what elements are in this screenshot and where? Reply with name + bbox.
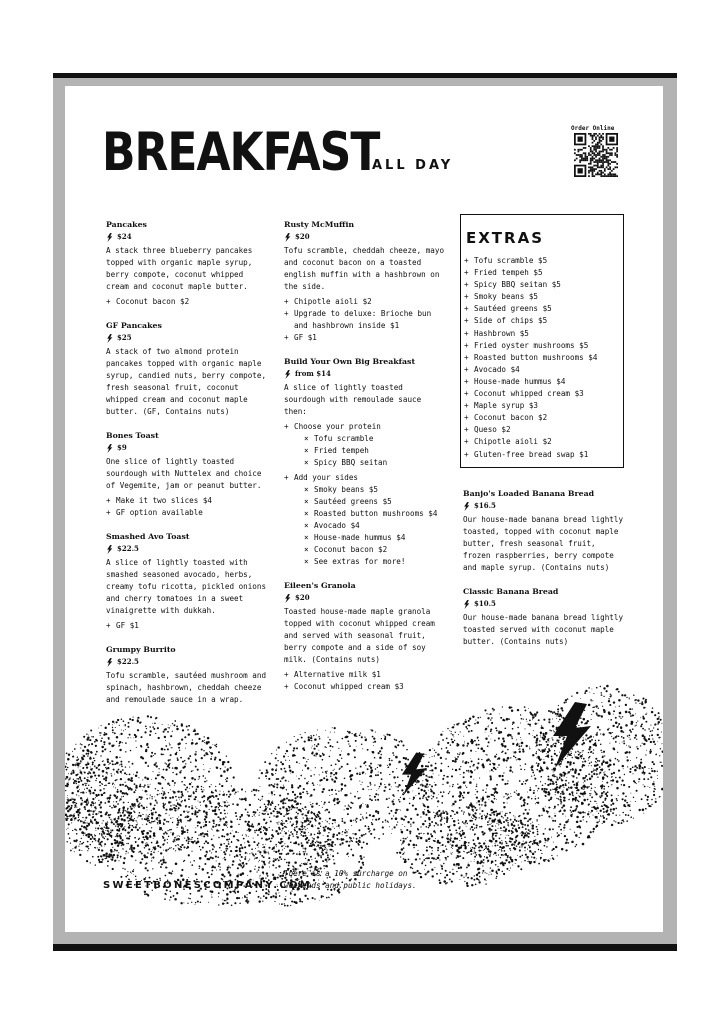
lightning-bolt-icon	[106, 444, 113, 453]
item-name: Eileen's Granola	[284, 581, 356, 590]
item-description: A slice of lightly toasted sourdough with remoulade sauce then:	[284, 383, 422, 416]
item-price-text: $22.5	[117, 657, 139, 666]
extras-item: + Hashbrown $5	[464, 328, 597, 340]
addon-item: + Alternative milk $1	[284, 669, 448, 681]
item-name: Grumpy Burrito	[106, 645, 176, 654]
menu-item-grumpy-burrito	[106, 644, 266, 706]
right-column	[463, 488, 623, 660]
addon-list	[106, 495, 266, 519]
lightning-bolt-icon	[106, 334, 113, 343]
menu-item-build-your-own	[284, 356, 448, 568]
extras-item: + Chipotle aioli $2	[464, 436, 597, 448]
item-description: Tofu scramble, cheddah cheeze, mayo and coconut bacon on a toasted english muffin with a hashbrown on the side.	[284, 246, 445, 291]
menu-item-pancakes	[106, 219, 266, 308]
menu-item-classic-banana-bread	[463, 586, 623, 648]
protein-option: × Tofu scramble	[304, 433, 448, 445]
website-link[interactable]: SWEETBONESCOMPANY.COM	[103, 880, 313, 891]
addon-list	[284, 421, 448, 568]
item-name: Rusty McMuffin	[284, 220, 355, 229]
item-name: Smashed Avo Toast	[106, 532, 190, 541]
item-price	[463, 500, 623, 512]
menu-item-smashed-avo-toast	[106, 531, 266, 632]
item-price-text: $20	[295, 593, 310, 602]
item-price	[106, 442, 266, 454]
item-name: GF Pancakes	[106, 321, 162, 330]
addon-item: + Coconut whipped cream $3	[284, 681, 448, 693]
extras-list	[464, 255, 597, 461]
extras-item: + Avocado $4	[464, 364, 597, 376]
item-name: Pancakes	[106, 220, 147, 229]
bottom-border	[53, 944, 677, 951]
item-price-text: from $14	[295, 369, 331, 378]
item-price	[106, 543, 266, 555]
extras-item: + Side of chips $5	[464, 315, 597, 327]
addon-list	[284, 669, 448, 693]
item-description: Tofu scramble, sautéed mushroom and spinach, hashbrown, cheddah cheeze and remoulade sauce in a wrap.	[106, 671, 267, 704]
addon-item: + Coconut bacon $2	[106, 296, 266, 308]
extras-item: + Queso $2	[464, 424, 597, 436]
left-column	[106, 219, 266, 718]
order-online-label: Order Online	[571, 125, 615, 132]
extras-item: + Tofu scramble $5	[464, 255, 597, 267]
qr-code[interactable]	[574, 133, 618, 177]
extras-item: + Maple syrup $3	[464, 400, 597, 412]
addon-item: + GF $1	[284, 332, 448, 344]
extras-item: + House-made hummus $4	[464, 376, 597, 388]
lightning-bolt-icon	[284, 594, 291, 603]
protein-option: × Spicy BBQ seitan	[304, 457, 448, 469]
item-price	[106, 656, 266, 668]
item-price-text: $22.5	[117, 544, 139, 553]
protein-list	[294, 433, 448, 469]
top-border	[53, 73, 677, 78]
sides-label	[284, 472, 448, 568]
item-description: A stack of two almond protein pancakes topped with organic maple syrup, candied nuts, berry compote, fresh seasonal fruit, coconut whipped cream and coconut maple butter. (GF, Contains nuts)	[106, 347, 267, 416]
side-option: × Sautéed greens $5	[304, 496, 448, 508]
side-option: × Roasted button mushrooms $4	[304, 508, 448, 520]
addon-item: + Upgrade to deluxe: Brioche bun and hashbrown inside $1	[284, 308, 448, 332]
item-price	[463, 598, 623, 610]
lightning-bolt-icon	[106, 545, 113, 554]
extras-item: + Spicy BBQ seitan $5	[464, 279, 597, 291]
addon-item: + Make it two slices $4	[106, 495, 266, 507]
item-name: Build Your Own Big Breakfast	[284, 357, 416, 366]
extras-item: + Fried tempeh $5	[464, 267, 597, 279]
item-name: Bones Toast	[106, 431, 159, 440]
extras-item: + Sautéed greens $5	[464, 303, 597, 315]
side-option: × Avocado $4	[304, 520, 448, 532]
extras-item: + Smoky beans $5	[464, 291, 597, 303]
item-price-text: $9	[117, 443, 127, 452]
addon-list	[284, 296, 448, 344]
item-price	[284, 368, 448, 380]
extras-title: EXTRAS	[466, 229, 545, 247]
item-price-text: $20	[295, 232, 310, 241]
surcharge-note: There is a 10% surcharge on weekends and public holidays.	[284, 869, 417, 890]
addon-item: + Chipotle aioli $2	[284, 296, 448, 308]
protein-label	[284, 421, 448, 469]
item-name: Classic Banana Bread	[463, 587, 559, 596]
extras-item: + Gluten-free bread swap $1	[464, 449, 597, 461]
item-price	[284, 231, 448, 243]
side-option: × Coconut bacon $2	[304, 544, 448, 556]
item-price-text: $24	[117, 232, 132, 241]
menu-item-banjo-s-loaded-banana-bread	[463, 488, 623, 574]
lightning-bolt-icon	[284, 233, 291, 242]
lightning-bolt-icon	[463, 502, 470, 511]
lightning-bolt-icon	[284, 370, 291, 379]
addon-item: + GF option available	[106, 507, 266, 519]
side-option: × House-made hummus $4	[304, 532, 448, 544]
extras-item: + Roasted button mushrooms $4	[464, 352, 597, 364]
addon-list	[106, 620, 266, 632]
item-description: Our house-made banana bread lightly toasted served with coconut maple butter. (Contains nuts)	[463, 613, 624, 646]
item-price	[106, 332, 266, 344]
item-description: A stack three blueberry pancakes topped with organic maple syrup, berry compote, coconut whipped cream and coconut maple butter.	[106, 246, 253, 291]
item-price-text: $25	[117, 333, 132, 342]
sides-label-text: Add your sides	[294, 473, 359, 482]
extras-box	[460, 214, 624, 468]
item-description: One slice of lightly toasted sourdough with Nuttelex and choice of Vegemite, jam or peanut butter.	[106, 457, 262, 490]
protein-option: × Fried tempeh	[304, 445, 448, 457]
lightning-bolt-icon	[463, 600, 470, 609]
lightning-bolt-icon	[547, 702, 593, 768]
item-name: Banjo's Loaded Banana Bread	[463, 489, 595, 498]
extras-item: + Fried oyster mushrooms $5	[464, 340, 597, 352]
item-description: A slice of lightly toasted with smashed seasoned avocado, herbs, creamy tofu ricotta, pickled onions and cherry tomatoes in a sweet vinaigrette with dukkah.	[106, 558, 267, 615]
menu-item-bones-toast	[106, 430, 266, 519]
side-option: × Smoky beans $5	[304, 484, 448, 496]
menu-item-rusty-mcmuffin	[284, 219, 448, 344]
lightning-bolt-icon	[106, 658, 113, 667]
addon-list	[106, 296, 266, 308]
menu-item-granola	[284, 580, 448, 693]
item-price-text: $10.5	[474, 599, 496, 608]
extras-item: + Coconut bacon $2	[464, 412, 597, 424]
lightning-bolt-icon	[106, 233, 113, 242]
menu-page	[65, 86, 663, 932]
side-option: × See extras for more!	[304, 556, 448, 568]
item-description: Our house-made banana bread lightly toasted, topped with coconut maple butter, fresh seasonal fruit, frozen raspberries, berry compote and maple syrup. (Contains nuts)	[463, 515, 624, 572]
extras-item: + Coconut whipped cream $3	[464, 388, 597, 400]
page-subtitle: ALL DAY	[372, 158, 454, 173]
item-price	[284, 592, 448, 604]
middle-column	[284, 219, 448, 705]
lightning-bolt-icon	[398, 752, 428, 796]
protein-label-text: Choose your protein	[294, 422, 381, 431]
addon-item: + GF $1	[106, 620, 266, 632]
item-description: Toasted house-made maple granola topped with coconut whipped cream and served with seasonal fruit, berry compote and a side of soy milk. (Contains nuts)	[284, 607, 435, 664]
menu-item-gf-pancakes	[106, 320, 266, 418]
item-price	[106, 231, 266, 243]
sides-list	[294, 484, 448, 568]
page-title: BREAKFAST	[102, 122, 380, 184]
item-price-text: $16.5	[474, 501, 496, 510]
